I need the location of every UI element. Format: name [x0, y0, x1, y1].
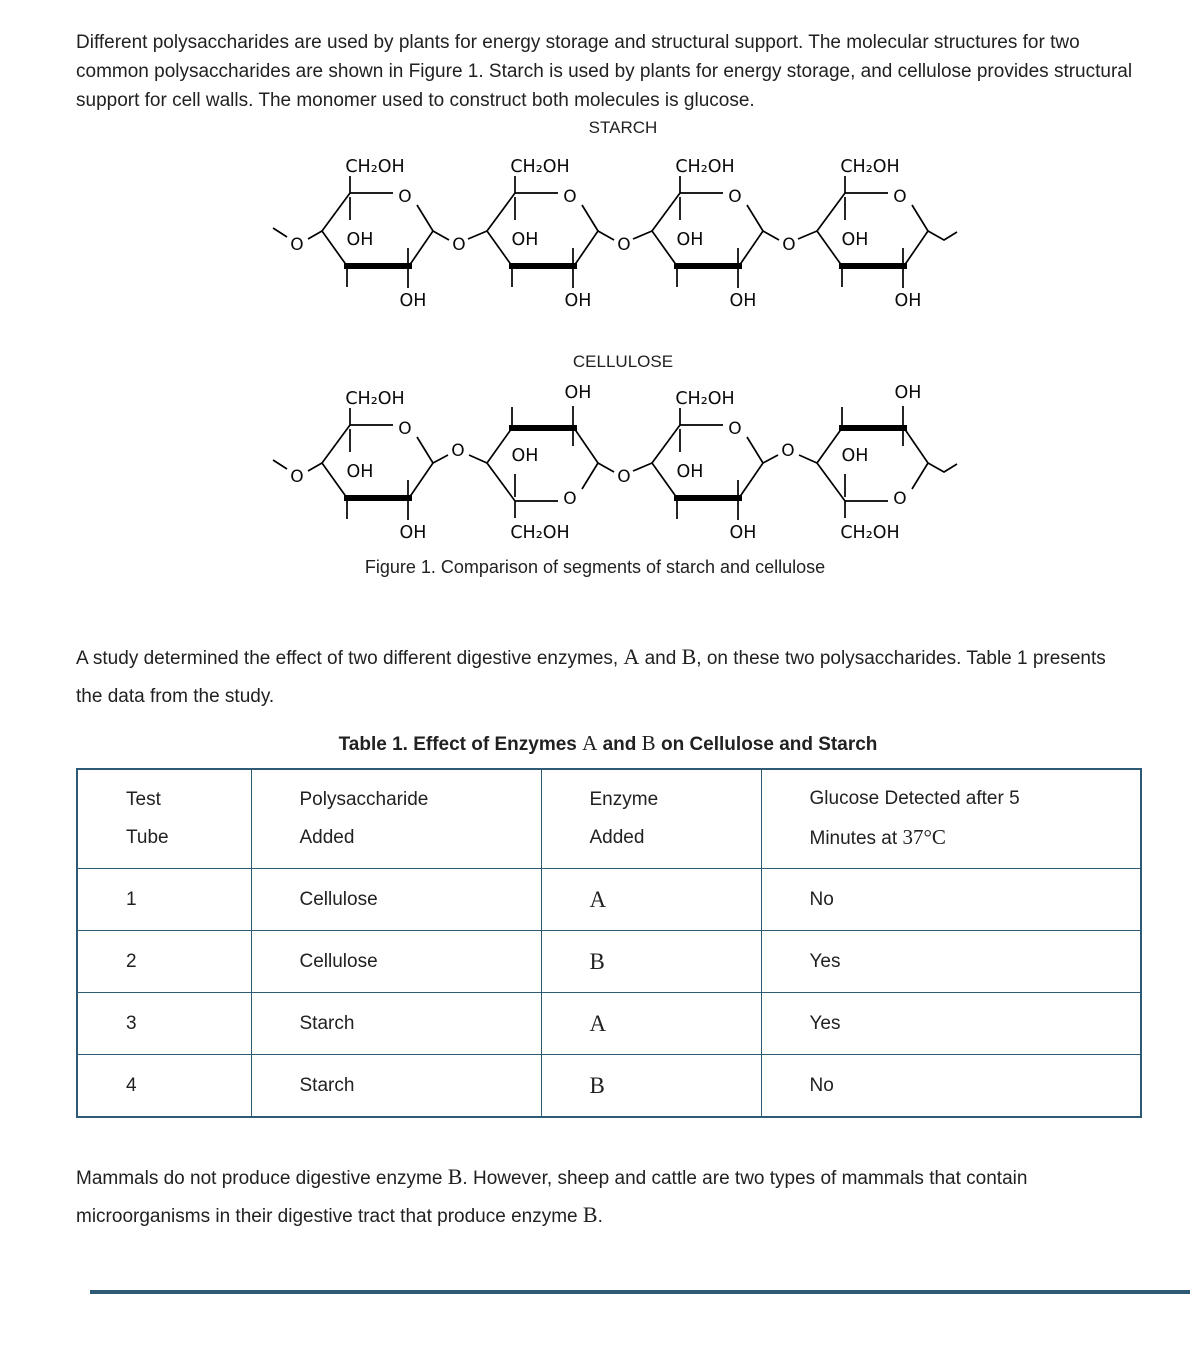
table-title [76, 731, 1140, 756]
bridge-oxygen-label: O [452, 235, 466, 255]
cell-enzyme [541, 1055, 761, 1118]
header-line: Glucose Detected after 5 [809, 788, 1020, 809]
ring-oxygen-label: O [728, 419, 742, 439]
ring-oxygen-label: O [728, 187, 742, 207]
starch-ring-1 [322, 157, 433, 311]
atom-label-oh: OH [346, 462, 374, 482]
atom-label-ch2oh: CH₂OH [675, 157, 735, 177]
atom-label-ch2oh: CH₂OH [510, 523, 570, 543]
ring-bonds [817, 176, 928, 288]
figure-caption: Figure 1. Comparison of segments of starch and cellulose [364, 557, 826, 577]
temperature-value: 37°C [902, 825, 946, 849]
header-line [810, 818, 1131, 858]
next-table-top-border [90, 1290, 1190, 1294]
starch-ring-4 [817, 157, 928, 311]
table-row [77, 993, 1141, 1055]
cell-glucose-detected: Yes [761, 931, 1141, 993]
study-text: Table 1 presents the data from the study. [76, 648, 1106, 707]
header-text: Minutes at [809, 828, 903, 849]
atom-label-ch2oh: CH₂OH [840, 523, 900, 543]
table-header-row [77, 769, 1141, 869]
enzyme-symbol: B [589, 948, 605, 974]
enzyme-b-symbol: B [681, 644, 697, 669]
atom-label-oh: OH [894, 383, 922, 403]
atom-label-ch2oh: CH₂OH [345, 157, 405, 177]
cell-test-tube: 2 [77, 931, 251, 993]
bridge-oxygen-label: O [290, 235, 304, 255]
atom-label-oh: OH [399, 523, 427, 543]
bridge-oxygen-label: O [617, 467, 631, 487]
atom-label-oh: OH [894, 291, 922, 311]
cell-test-tube: 3 [77, 993, 251, 1055]
header-glucose-detected [761, 769, 1141, 869]
header-enzyme-added [541, 769, 761, 869]
study-text: and [639, 648, 682, 669]
header-polysaccharide-added [251, 769, 541, 869]
atom-label-oh: OH [676, 462, 704, 482]
cell-enzyme [541, 869, 761, 931]
cell-glucose-detected: No [761, 1055, 1141, 1118]
bridge-oxygen-label: O [782, 235, 796, 255]
atom-label-oh: OH [729, 523, 757, 543]
cell-polysaccharide: Starch [251, 1055, 541, 1118]
atom-label-oh: OH [676, 230, 704, 250]
cell-glucose-detected: Yes [761, 993, 1141, 1055]
bridge-oxygen-label: O [451, 441, 465, 461]
atom-label-oh: OH [841, 230, 869, 250]
atom-label-ch2oh: CH₂OH [510, 157, 570, 177]
cellulose-ring-4-flipped [817, 383, 928, 543]
starch-ring-3 [652, 157, 763, 311]
header-line: Added [299, 827, 355, 848]
atom-label-oh: OH [346, 230, 374, 250]
mammals-text: . However, sheep and cattle are two types of mammals that contain microorganisms in their digestive tract that produce enzyme [76, 1168, 1028, 1227]
mammals-text: . [597, 1206, 603, 1227]
ring-bonds [487, 406, 598, 518]
table-title-text: on Cellulose and Starch [655, 734, 878, 755]
mammals-paragraph [76, 1160, 1134, 1236]
enzyme-b-symbol: B [641, 731, 656, 755]
cell-enzyme [541, 931, 761, 993]
enzyme-results-table [76, 768, 1142, 1118]
header-line: Added [589, 827, 645, 848]
table-title-text: Table 1. Effect of Enzymes [338, 734, 583, 755]
ring-oxygen-label: O [893, 489, 907, 509]
mammals-text: Mammals do not produce digestive enzyme [76, 1168, 448, 1189]
cellulose-ring-2-flipped [487, 383, 598, 543]
starch-ring-2 [487, 157, 598, 311]
ring-bonds [817, 406, 928, 518]
ring-bonds [322, 408, 433, 520]
atom-label-oh: OH [564, 383, 592, 403]
ring-bonds [322, 176, 433, 288]
cellulose-ring-3 [652, 389, 763, 543]
atom-label-ch2oh: CH₂OH [675, 389, 735, 409]
enzyme-a-symbol: A [623, 644, 640, 669]
enzyme-symbol: A [589, 886, 607, 912]
cell-test-tube: 1 [77, 869, 251, 931]
enzyme-symbol: B [589, 1072, 605, 1098]
starch-title: STARCH [588, 118, 658, 137]
study-paragraph [76, 640, 1134, 716]
ring-oxygen-label: O [563, 489, 577, 509]
cell-glucose-detected: No [761, 869, 1141, 931]
enzyme-b-symbol: B [582, 1202, 598, 1227]
ring-oxygen-label: O [563, 187, 577, 207]
ring-bonds [487, 176, 598, 288]
atom-label-ch2oh: CH₂OH [345, 389, 405, 409]
intro-paragraph: Different polysaccharides are used by plants for energy storage and structural support. The molecular structures for two common polysaccharides are shown in Figure 1. Starch is used by plants for energy storage, and cellulose provides structural support for cell walls. The monomer used to construct both molecules is glucose. [76, 32, 1133, 111]
table-row [77, 931, 1141, 993]
study-text: A study determined the effect of two different digestive enzymes, [76, 648, 624, 669]
header-line: Enzyme [589, 789, 659, 810]
enzyme-symbol: A [589, 1010, 607, 1036]
ring-oxygen-label: O [398, 419, 412, 439]
table-row [77, 1055, 1141, 1118]
bridge-oxygen-label: O [781, 441, 795, 461]
atom-label-oh: OH [511, 446, 539, 466]
cellulose-title: CELLULOSE [572, 352, 674, 371]
figure-1 [0, 115, 1190, 555]
bridge-oxygen-label: O [617, 235, 631, 255]
table-row [77, 869, 1141, 931]
cellulose-ring-1 [322, 389, 433, 543]
atom-label-oh: OH [729, 291, 757, 311]
enzyme-b-symbol: B [447, 1164, 463, 1189]
header-line: Polysaccharide [299, 789, 429, 810]
ring-bonds [652, 176, 763, 288]
ring-oxygen-label: O [398, 187, 412, 207]
atom-label-oh: OH [399, 291, 427, 311]
cell-polysaccharide: Cellulose [251, 869, 541, 931]
cell-polysaccharide: Starch [251, 993, 541, 1055]
header-line: Test [126, 789, 161, 810]
polysaccharide-structures-figure [0, 115, 1190, 555]
bridge-oxygen-label: O [290, 467, 304, 487]
cell-test-tube: 4 [77, 1055, 251, 1118]
table-title-text: and [597, 734, 642, 755]
ring-oxygen-label: O [893, 187, 907, 207]
header-test-tube [77, 769, 251, 869]
atom-label-oh: OH [841, 446, 869, 466]
atom-label-oh: OH [511, 230, 539, 250]
ring-bonds [652, 408, 763, 520]
atom-label-oh: OH [564, 291, 592, 311]
enzyme-a-symbol: A [582, 731, 598, 755]
study-text: , on these two polysaccharides. [696, 648, 967, 669]
atom-label-ch2oh: CH₂OH [840, 157, 900, 177]
header-line: Tube [126, 827, 169, 848]
cell-polysaccharide: Cellulose [251, 931, 541, 993]
cell-enzyme [541, 993, 761, 1055]
